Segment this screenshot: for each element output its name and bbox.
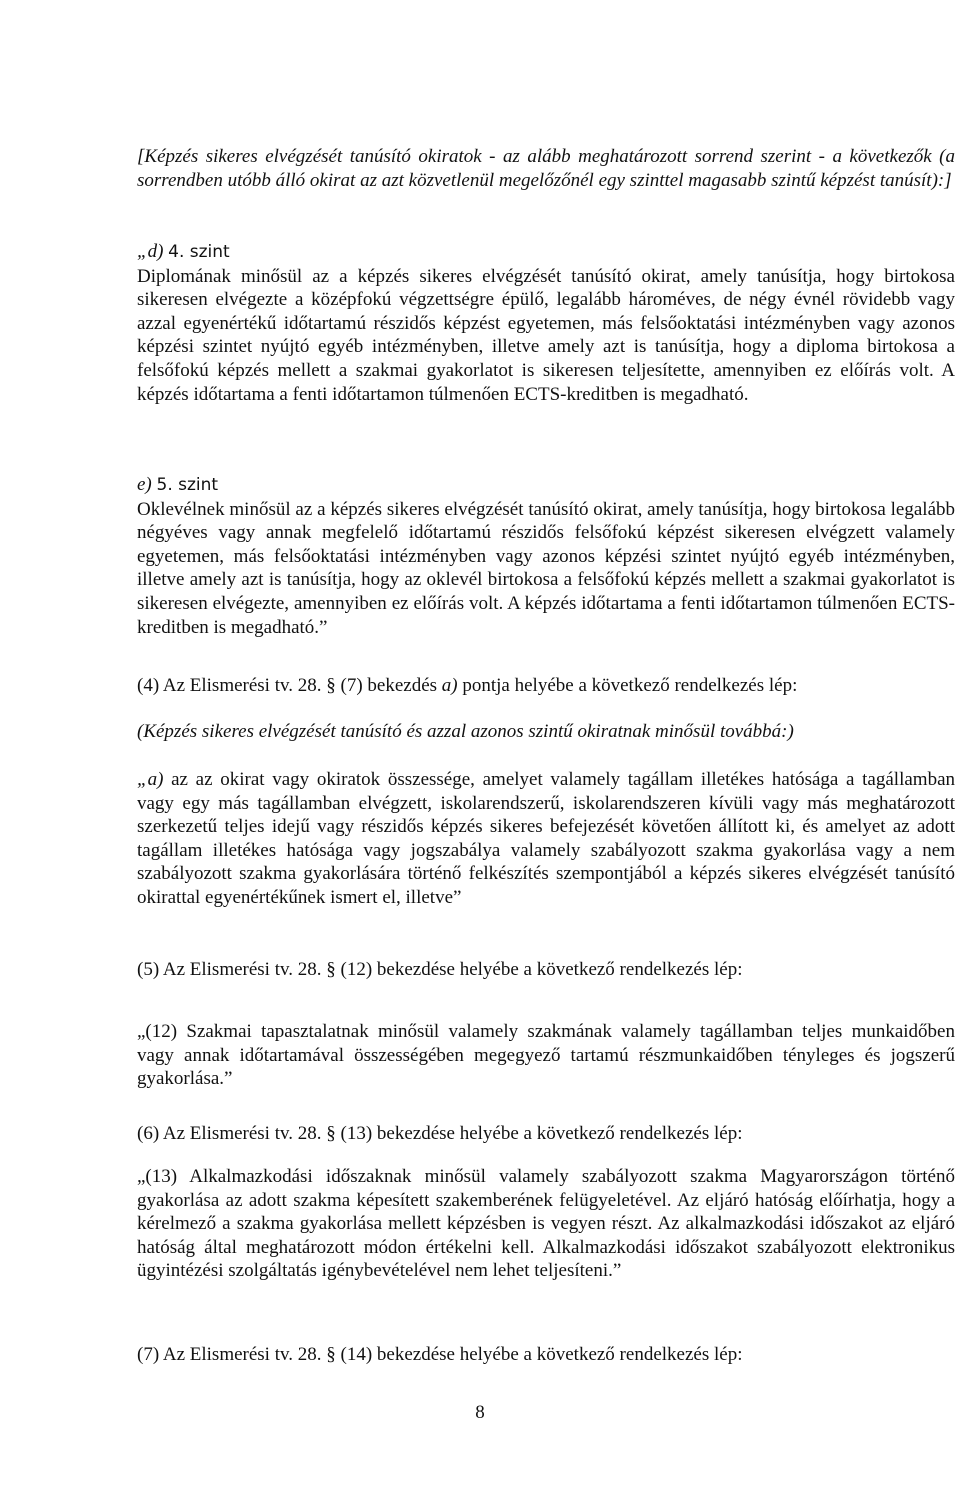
section4-heading (137, 674, 797, 698)
level-d-title: 4. szint (168, 242, 230, 262)
level-d-block (137, 240, 955, 406)
section4-italic-note: (Képzés sikeres elvégzését tanúsító és azzal azonos szintű okiratnak minősül továbbá:) (137, 721, 794, 742)
section7-heading: (7) Az Elismerési tv. 28. § (14) bekezdése helyébe a következő rendelkezés lép: (137, 1344, 743, 1365)
level-d-text: Diplomának minősül az a képzés sikeres elvégzését tanúsító okirat, amely tanúsítja, hogy birtokosa sikeresen elvégezte a középfokú végzettségre épülő, legalább hároméves, de négy évnél rövidebb vagy azzal egyenértékű időtartamú részidős képzést egyetemen, más felsőoktatási intézményben vagy azonos képzési szintet nyújtó egyéb intézményben, illetve amely azt is tanúsítja, hogy a diploma birtokosa a felsőfokú képzés mellett a szakmai gyakorlatot is sikeresen teljesítette, amennyiben ez előírás volt. A képzés időtartama a fenti időtartamon túlmenően ECTS-kreditben is megadható. (137, 265, 955, 405)
level-e-marker: e) (137, 474, 152, 495)
section4-marker: „a) (137, 769, 164, 790)
level-d-marker: „d) (137, 241, 164, 262)
section6-text: „(13) Alkalmazkodási időszaknak minősül valamely szabályozott szakma Magyarországon történő gyakorlása az adott szakma képesített szakemberének felügyeletével. Az eljáró hatóság előírhatja, hogy a kérelmező a szakma gyakorlása mellett képzésben is vegyen részt. Az alkalmazkodási időszakot az eljáró hatóság által meghatározott módon értékelni kell. Alkalmazkodási időszakot szabályozott elektronikus ügyintézési szolgáltatás igénybevételével nem lehet teljesíteni.” (137, 1166, 955, 1282)
section4-body (137, 768, 955, 910)
section4-heading-post: pontja helyébe a következő rendelkezés lép: (457, 675, 798, 696)
section5-heading: (5) Az Elismerési tv. 28. § (12) bekezdése helyébe a következő rendelkezés lép: (137, 959, 743, 980)
section4-heading-point: a) (441, 675, 458, 696)
level-e-block (137, 473, 955, 639)
section5-text: „(12) Szakmai tapasztalatnak minősül valamely szakmának valamely tagállamban teljes munkaidőben vagy annak időtartamával összességében megegyező tartamú részmunkaidőben tényleges és jogszerű gyakorlása.” (137, 1021, 955, 1090)
level-e-text: Oklevélnek minősül az a képzés sikeres elvégzését tanúsító okirat, amely tanúsítja, hogy birtokosa legalább négyéves vagy annak megfelelő időtartamú részidős felsőfokú képzést sikeresen elvégzett valamely egyetemen, más felsőoktatási intézményben vagy azonos képzési szintet nyújtó egyéb intézményben, illetve amely azt is tanúsítja, hogy az oklevél birtokosa a felsőfokú képzés mellett a szakmai gyakorlatot is sikeresen elvégezte, amennyiben ez előírás volt. A képzés időtartama a fenti időtartamon túlmenően ECTS-kreditben is megadható.” (137, 498, 955, 638)
level-e-title: 5. szint (156, 475, 219, 495)
intro-paragraph: [Képzés sikeres elvégzését tanúsító okiratok - az alább meghatározott sorrend szerint - a következők (a sorrendben utóbb álló okirat az azt közvetlenül megelőzőnél egy szinttel magasabb szintű képzést tanúsít):] (137, 146, 955, 191)
page-number: 8 (475, 1402, 485, 1423)
section6-heading: (6) Az Elismerési tv. 28. § (13) bekezdése helyébe a következő rendelkezés lép: (137, 1123, 743, 1144)
section4-heading-pre: (4) Az Elismerési tv. 28. § (7) bekezdés (137, 675, 442, 696)
section4-text: az az okirat vagy okiratok összessége, amelyet valamely tagállam illetékes hatósága a tagállamban vagy egy más tagállamban elvégzett, iskolarendszerű, iskolarendszeren kívüli vagy más meghatározott szerkezetű teljes idejű vagy részidős képzés sikeres befejezését követően állított ki, és amelyet az adott tagállam illetékes hatósága vagy jogszabálya valamely szabályozott szakma gyakorlása vagy a nem szabályozott szakma gyakorlására történő felkészítés szempontjából a képzés sikeres elvégzését tanúsító okirattal egyenértékűnek ismert el, illetve” (137, 769, 955, 908)
